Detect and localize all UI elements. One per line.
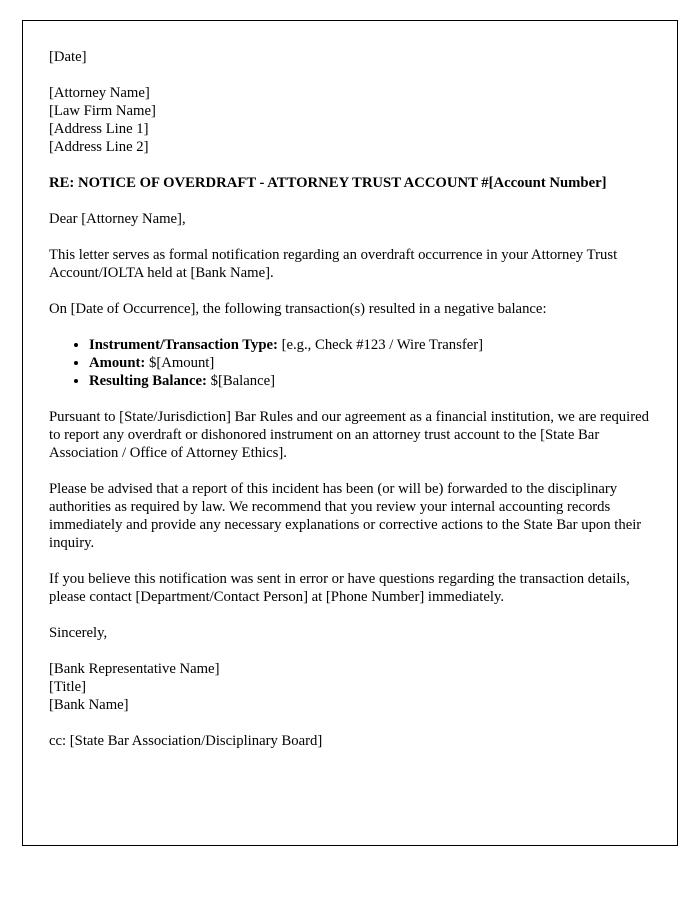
- recipient-law-firm: [Law Firm Name]: [49, 103, 156, 119]
- recipient-attorney-name: [Attorney Name]: [49, 85, 150, 101]
- amount-label: Amount:: [89, 355, 146, 371]
- signature-representative-name: [Bank Representative Name]: [49, 661, 220, 677]
- recipient-address-line2: [Address Line 2]: [49, 139, 149, 155]
- paragraph-error-contact: If you believe this notification was sent in error or have questions regarding the transaction details, please contact [Department/Contact Person] at [Phone Number] immediately.: [49, 571, 630, 605]
- resulting-balance-label: Resulting Balance:: [89, 373, 207, 389]
- closing: Sincerely,: [49, 625, 108, 641]
- transaction-list: [49, 336, 651, 390]
- list-item-resulting-balance: [89, 372, 651, 390]
- amount-value: $[Amount]: [145, 355, 215, 371]
- list-item-transaction-type: [89, 336, 651, 354]
- subject-line: RE: NOTICE OF OVERDRAFT - ATTORNEY TRUST ACCOUNT #[Account Number]: [49, 175, 607, 191]
- salutation: Dear [Attorney Name],: [49, 211, 186, 227]
- paragraph-intro: This letter serves as formal notification regarding an overdraft occurrence in your Attorney Trust Account/IOLTA held at [Bank Name].: [49, 247, 618, 281]
- date-line: [Date]: [49, 49, 87, 65]
- list-item-amount: [89, 354, 651, 372]
- paragraph-advisory: Please be advised that a report of this incident has been (or will be) forwarded to the disciplinary authorities as required by law. We recommend that you review your internal accounting records immediately and provide any necessary explanations or corrective actions to the State Bar upon their inquiry.: [49, 481, 642, 551]
- resulting-balance-value: $[Balance]: [206, 373, 276, 389]
- recipient-address-line1: [Address Line 1]: [49, 121, 149, 137]
- letter-page: [22, 20, 678, 846]
- transaction-type-value: [e.g., Check #123 / Wire Transfer]: [277, 337, 484, 353]
- signature-block: [49, 660, 651, 714]
- paragraph-bar-rules: Pursuant to [State/Jurisdiction] Bar Rules and our agreement as a financial institution, we are required to report any overdraft or dishonored instrument on an attorney trust account to the [State Bar Association / Office of Attorney Ethics].: [49, 409, 649, 461]
- cc-line: cc: [State Bar Association/Disciplinary Board]: [49, 733, 323, 749]
- signature-title: [Title]: [49, 679, 86, 695]
- paragraph-occurrence: On [Date of Occurrence], the following transaction(s) resulted in a negative balance:: [49, 301, 547, 317]
- transaction-type-label: Instrument/Transaction Type:: [89, 337, 278, 353]
- recipient-block: [49, 84, 651, 156]
- signature-bank-name: [Bank Name]: [49, 697, 129, 713]
